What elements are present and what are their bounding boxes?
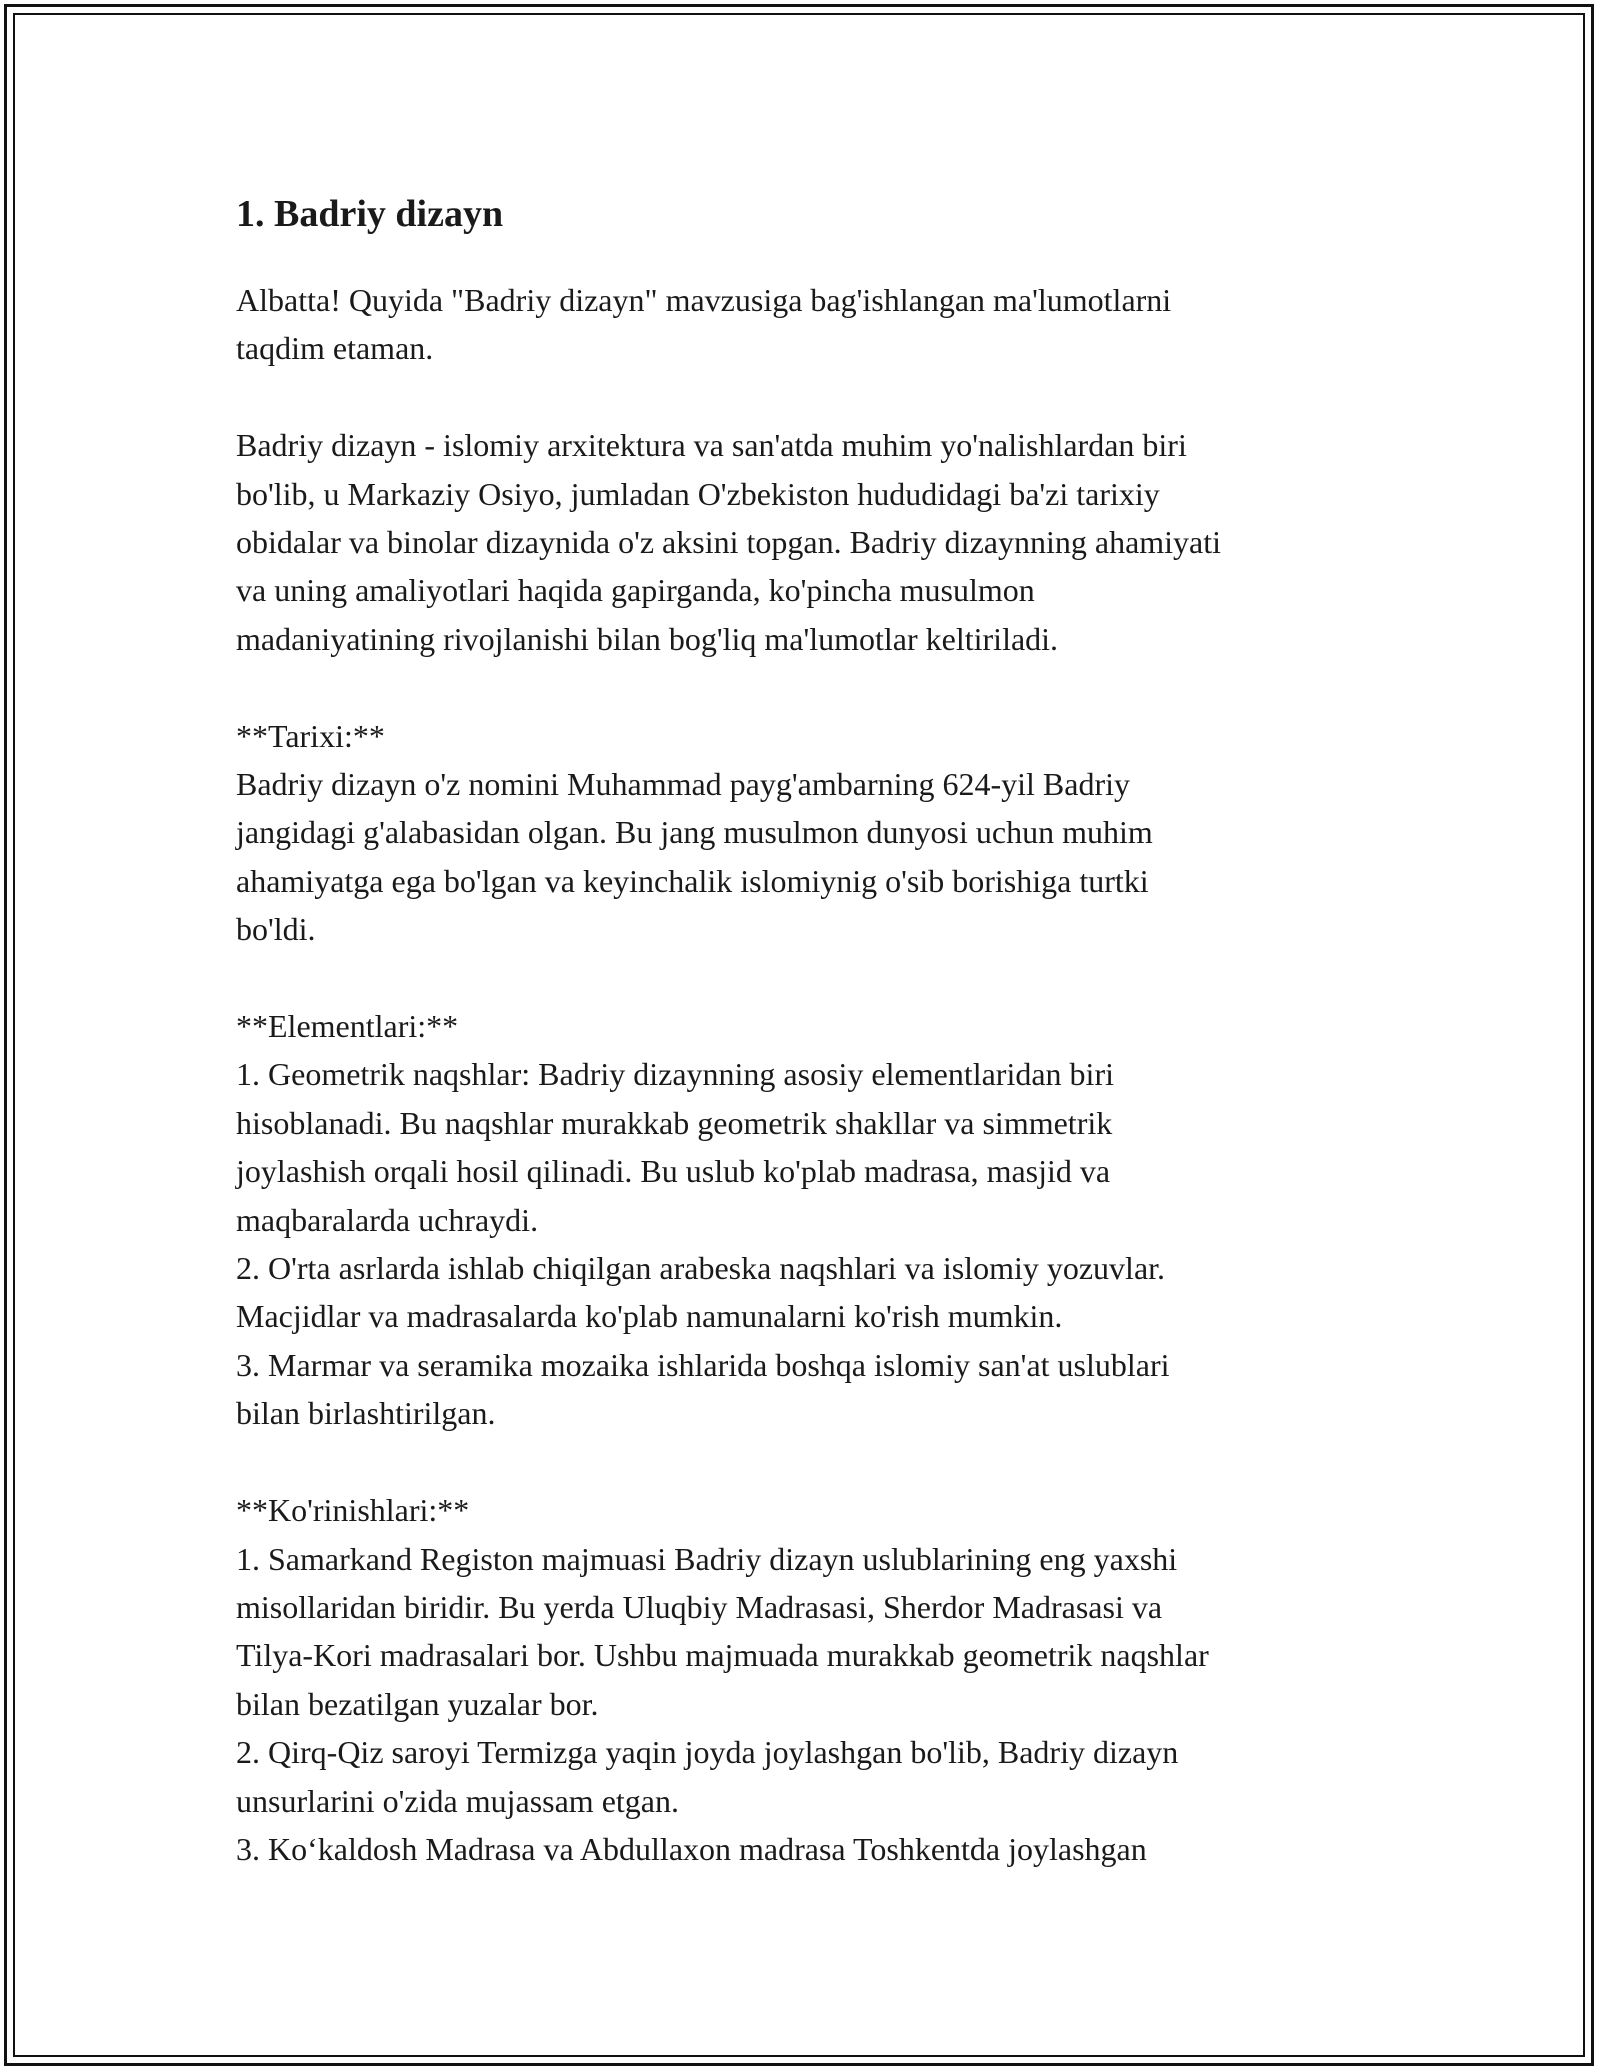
overview-paragraph	[236, 421, 1376, 663]
document-title: 1. Badriy dizayn	[236, 193, 504, 235]
document-body	[236, 186, 1376, 1873]
overview-line: bo'lib, u Markaziy Osiyo, jumladan O'zbekiston hududidagi ba'zi tarixiy	[236, 475, 1160, 512]
views-line: 2. Qirq-Qiz saroyi Termizga yaqin joyda joylashgan bo'lib, Badriy dizayn	[236, 1734, 1179, 1771]
elements-line: maqbaralarda uchraydi.	[236, 1201, 539, 1238]
views-line: bilan bezatilgan yuzalar bor.	[236, 1685, 599, 1722]
intro-line: taqdim etaman.	[236, 330, 434, 367]
history-line: ahamiyatga ega bo'lgan va keyinchalik islomiynig o'sib borishiga turtki	[236, 862, 1149, 899]
paragraph-spacer	[236, 373, 1376, 421]
history-section	[236, 712, 1376, 954]
overview-line: Badriy dizayn - islomiy arxitektura va san'atda muhim yo'nalishlardan biri	[236, 427, 1187, 464]
intro-line: Albatta! Quyida "Badriy dizayn" mavzusiga bag'ishlangan ma'lumotlarni	[236, 282, 1172, 318]
elements-section	[236, 1002, 1376, 1438]
views-heading: **Ko'rinishlari:**	[236, 1492, 470, 1529]
views-line: misollaridan biridir. Bu yerda Uluqbiy Madrasasi, Sherdor Madrasasi va	[236, 1588, 1163, 1625]
views-line: unsurlarini o'zida mujassam etgan.	[236, 1782, 679, 1819]
elements-heading: **Elementlari:**	[236, 1008, 459, 1045]
paragraph-spacer	[236, 1438, 1376, 1486]
elements-line: hisoblanadi. Bu naqshlar murakkab geometrik shakllar va simmetrik	[236, 1104, 1113, 1141]
views-line: 3. Ko‘kaldosh Madrasa va Abdullaxon madrasa Toshkentda joylashgan	[236, 1830, 1147, 1867]
history-line: bo'ldi.	[236, 911, 316, 948]
intro-paragraph	[236, 276, 1376, 373]
elements-line: 3. Marmar va seramika mozaika ishlarida boshqa islomiy san'at uslublari	[236, 1346, 1170, 1383]
elements-line: 1. Geometrik naqshlar: Badriy dizaynning asosiy elementlaridan biri	[236, 1056, 1114, 1093]
history-line: Badriy dizayn o'z nomini Muhammad payg'ambarning 624-yil Badriy	[236, 766, 1131, 803]
elements-line: joylashish orqali hosil qilinadi. Bu uslub ko'plab madrasa, masjid va	[236, 1153, 1111, 1190]
elements-line: 2. O'rta asrlarda ishlab chiqilgan arabeska naqshlari va islomiy yozuvlar.	[236, 1250, 1166, 1287]
history-line: jangidagi g'alabasidan olgan. Bu jang musulmon dunyosi uchun muhim	[236, 814, 1153, 851]
views-line: Tilya-Kori madrasalari bor. Ushbu majmuada murakkab geometrik naqshlar	[236, 1637, 1209, 1674]
overview-line: va uning amaliyotlari haqida gapirganda, ko'pincha musulmon	[236, 572, 1035, 609]
views-section	[236, 1486, 1376, 1873]
elements-line: Macjidlar va madrasalarda ko'plab namunalarni ko'rish mumkin.	[236, 1298, 1063, 1335]
paragraph-spacer	[236, 954, 1376, 1002]
paragraph-spacer	[236, 663, 1376, 711]
elements-line: bilan birlashtirilgan.	[236, 1395, 496, 1432]
overview-line: madaniyatining rivojlanishi bilan bog'liq ma'lumotlar keltiriladi.	[236, 620, 1059, 657]
views-line: 1. Samarkand Registon majmuasi Badriy dizayn uslublarining eng yaxshi	[236, 1540, 1178, 1577]
history-heading: **Tarixi:**	[236, 717, 385, 754]
overview-line: obidalar va binolar dizaynida o'z aksini topgan. Badriy dizaynning ahamiyati	[236, 524, 1222, 561]
